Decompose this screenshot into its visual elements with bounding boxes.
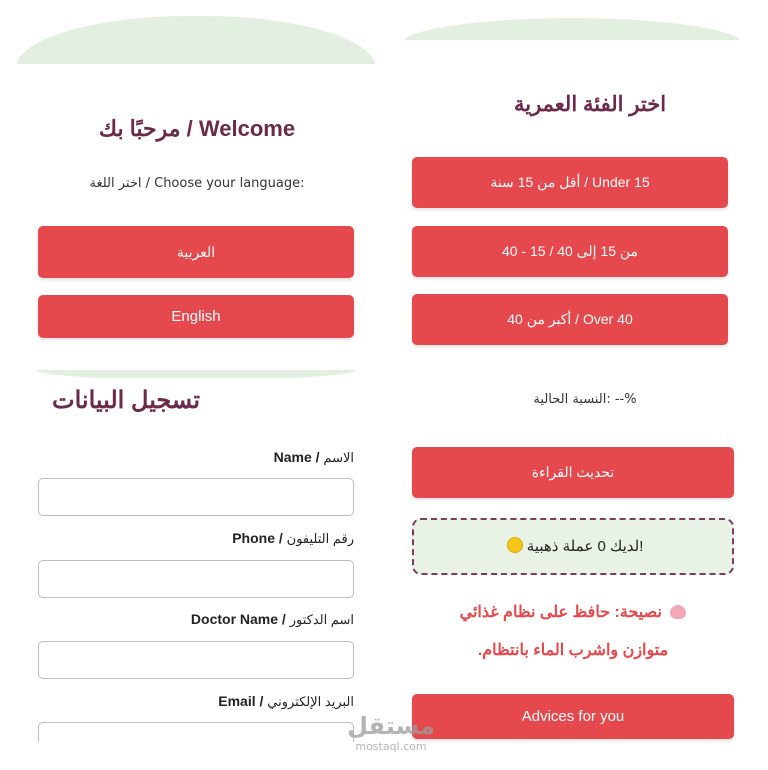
tip-line-2: متوازن واشرب الماء بانتظام. [477,642,669,659]
email-input[interactable] [38,722,354,742]
phone-label: Phone / رقم التليفون [232,530,354,546]
right-top-decoration [402,18,742,44]
age-group-title: اختر الفئة العمرية [513,93,667,116]
brain-icon [670,605,686,619]
register-title: تسجيل البيانات [51,387,201,414]
phone-input[interactable] [38,560,354,598]
email-label: Email / البريد الإلكتروني [218,693,354,709]
advices-button[interactable]: Advices for you [412,694,734,739]
doctor-name-label: Doctor Name / اسم الدكتور [190,611,354,627]
name-label: Name / الاسم [273,449,354,465]
current-ratio-text: النسبة الحالية: --% [533,392,637,407]
welcome-panel [16,16,376,378]
choose-language-label: اختر اللغة / Choose your language: [89,176,305,191]
mostaql-watermark: مستقل mostaql.com [347,712,435,753]
tip-line-1: نصيحة: حافظ على نظام غذائي [459,604,662,621]
top-decoration [16,16,376,68]
arabic-language-button[interactable]: العربية [38,226,354,278]
health-tip [412,594,734,670]
coin-icon [507,537,523,553]
gold-coins-box [412,518,734,575]
age-15-40-button[interactable]: من 15 إلى 40 / 15 - 40 [412,226,728,277]
doctor-name-input[interactable] [38,641,354,679]
welcome-title: مرحبًا بك / Welcome [98,116,296,141]
age-over-40-button[interactable]: أكبر من 40 / Over 40 [412,294,728,345]
bottom-decoration [36,370,356,378]
name-input[interactable] [38,478,354,516]
english-language-button[interactable]: English [38,295,354,338]
refresh-reading-button[interactable]: تحديث القراءة [412,447,734,498]
age-under-15-button[interactable]: أقل من 15 سنة / Under 15 [412,157,728,208]
coins-text: لديك 0 عملة ذهبية! [526,538,644,555]
